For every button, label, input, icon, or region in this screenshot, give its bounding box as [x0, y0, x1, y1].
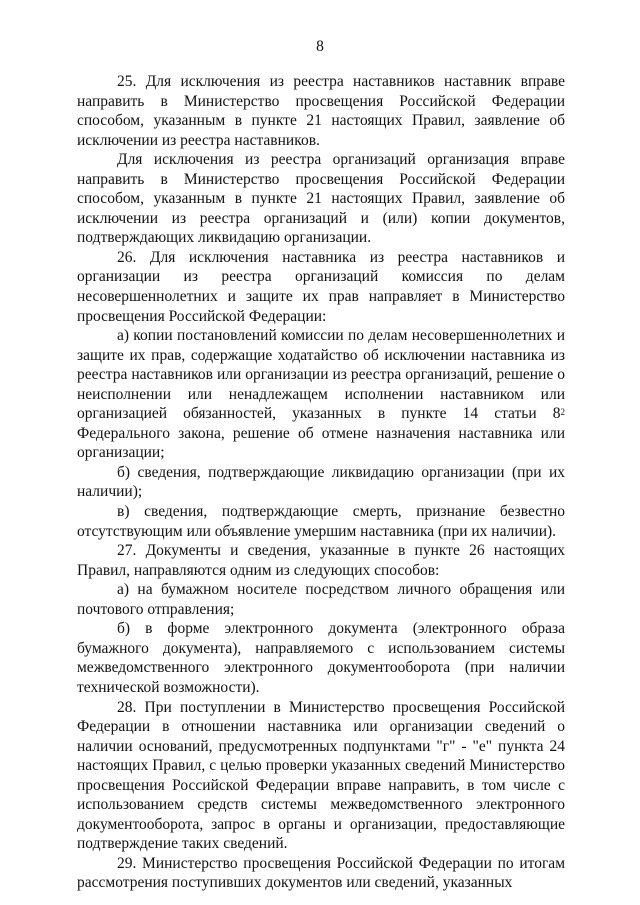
- paragraph-26: 26. Для исключения наставника из реестра наставников и организации из реестра организаций комиссия по делам несовершеннолетних и защите их прав направляет в Министерство просвещения Российской Федерации:: [77, 248, 565, 325]
- paragraph-26-a-text: а) копии постановлений комиссии по делам несовершеннолетних и защите их прав, содержащие ходатайство об исключении наставника из реестра наставников или организации из реестра организаций, решение о неисполнении или ненадлежащем исполнении наставником или организацией обязанностей, указанных в пункте 14 статьи 8: [77, 327, 565, 423]
- paragraph-28: 28. При поступлении в Министерство просвещения Российской Федерации в отношении наставника или организации сведений о наличии оснований, предусмотренных подпунктами "г" - "е" пункта 24 настоящих Правил, с целью проверки указанных сведений Министерство просвещения Российской Федерации вправе направить, в том числе с использованием средств системы межведомственного электронного документооборота, запрос в органы и организации, предоставляющие подтверждение таких сведений.: [77, 698, 565, 853]
- paragraph-26-a-tail: Федерального закона, решение об отмене назначения наставника или организации;: [77, 424, 565, 462]
- paragraph-29: 29. Министерство просвещения Российской Федерации по итогам рассмотрения поступивших документов или сведений, указанных: [77, 854, 565, 892]
- page-number: 8: [316, 38, 324, 55]
- document-body: [77, 72, 565, 893]
- paragraph-26-v: в) сведения, подтверждающие смерть, признание безвестно отсутствующим или объявление умершим наставника (при их наличии).: [77, 503, 565, 540]
- paragraph-27: 27. Документы и сведения, указанные в пункте 26 настоящих Правил, направляются одним из следующих способов:: [77, 542, 565, 579]
- paragraph-25: 25. Для исключения из реестра наставников наставник вправе направить в Министерство просвещения Российской Федерации способом, указанным в пункте 21 настоящих Правил, заявление об исключении из реестра наставников.: [77, 73, 565, 149]
- paragraph-25-organizations: Для исключения из реестра организаций организация вправе направить в Министерство просвещения Российской Федерации способом, указанным в пункте 21 настоящих Правил, заявление об исключении из реестра организаций и (или) копии документов, подтверждающих ликвидацию организации.: [77, 151, 565, 247]
- paragraph-26-a: [77, 326, 565, 463]
- paragraph-26-b: б) сведения, подтверждающие ликвидацию организации (при их наличии);: [77, 463, 565, 501]
- article-superscript: 2: [560, 407, 565, 418]
- paragraph-27-b: б) в форме электронного документа (электронного образа бумажного документа), направляемого с использованием системы межведомственного электронного документооборота (при наличии технической возможности).: [77, 620, 565, 696]
- paragraph-27-a: а) на бумажном носителе посредством личного обращения или почтового отправления;: [77, 581, 565, 618]
